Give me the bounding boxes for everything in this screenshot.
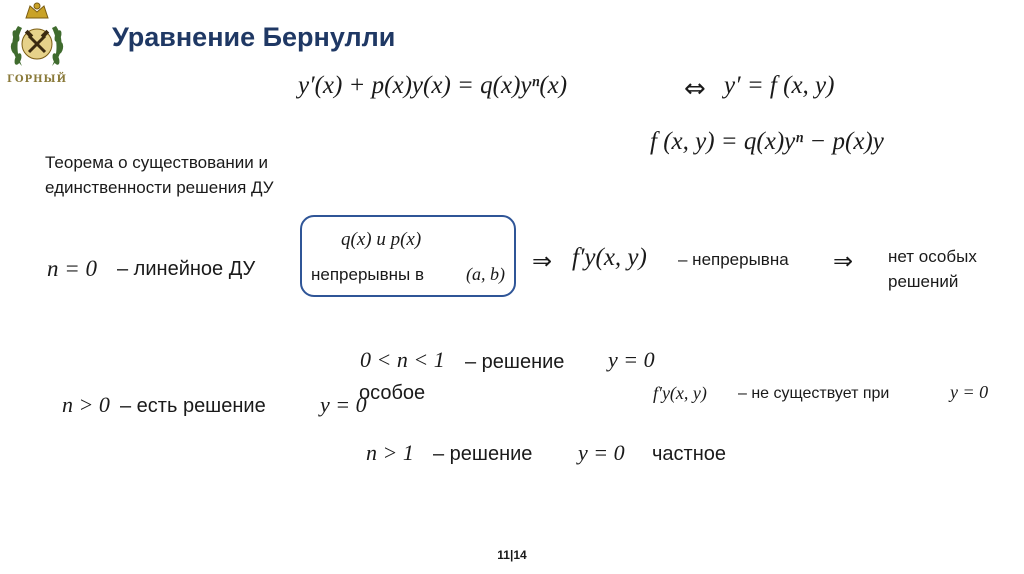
continuous-label: – непрерывна bbox=[678, 250, 789, 269]
case-0-1-solution: y = 0 bbox=[608, 347, 655, 372]
box-interval: (a, b) bbox=[466, 264, 505, 284]
case-0-1-kind: особое bbox=[359, 382, 426, 404]
f-definition-equation: f (x, y) = q(x)yⁿ − p(x)y bbox=[650, 128, 884, 155]
case-gt1-solution: y = 0 bbox=[578, 440, 625, 465]
case-gt1-label: – решение bbox=[433, 443, 533, 465]
theorem-line-1: Теорема о существовании и bbox=[45, 153, 269, 172]
box-functions: q(x) и p(x) bbox=[341, 229, 422, 250]
case-gt1-kind: частное bbox=[652, 443, 726, 465]
implies-arrow-2: ⇒ bbox=[833, 247, 854, 275]
case-gt1-condition: n > 1 bbox=[366, 440, 414, 465]
derivative-note-text: – не существует при bbox=[738, 385, 890, 402]
case-npos-label: – есть решение bbox=[120, 395, 266, 417]
page-number: 11|14 bbox=[497, 548, 527, 562]
theorem-line-2: единственности решения ДУ bbox=[45, 178, 274, 197]
bernoulli-equation: y′(x) + p(x)y(x) = q(x)yⁿ(x) bbox=[298, 72, 568, 99]
page-title: Уравнение Бернулли bbox=[112, 22, 396, 52]
implies-arrow-1: ⇒ bbox=[532, 247, 553, 275]
case-n0-label: – линейное ДУ bbox=[117, 258, 256, 280]
case-n0-condition: n = 0 bbox=[47, 256, 98, 281]
result-line-1: нет особых bbox=[888, 247, 977, 266]
theorem-heading bbox=[45, 150, 274, 200]
result-line-2: решений bbox=[888, 272, 959, 291]
derivative-note-math: f′y(x, y) bbox=[653, 383, 707, 403]
hammers-icon bbox=[22, 29, 52, 59]
crown-icon bbox=[26, 3, 48, 18]
normal-form-equation: y′ = f (x, y) bbox=[724, 72, 835, 99]
equivalence-arrow: ⇔ bbox=[684, 74, 706, 104]
box-continuous-text: непрерывны в bbox=[311, 265, 425, 284]
case-npos-condition: n > 0 bbox=[62, 392, 110, 417]
logo-text: ГОРНЫЙ bbox=[6, 74, 68, 85]
derivative-note-eq: y = 0 bbox=[950, 382, 989, 402]
case-0-1-label: – решение bbox=[465, 351, 565, 373]
case-npos-solution: y = 0 bbox=[320, 392, 367, 417]
case-0-1-condition: 0 < n < 1 bbox=[360, 347, 445, 372]
no-singular-solutions bbox=[888, 244, 977, 294]
partial-derivative: f′y(x, y) bbox=[572, 244, 647, 271]
